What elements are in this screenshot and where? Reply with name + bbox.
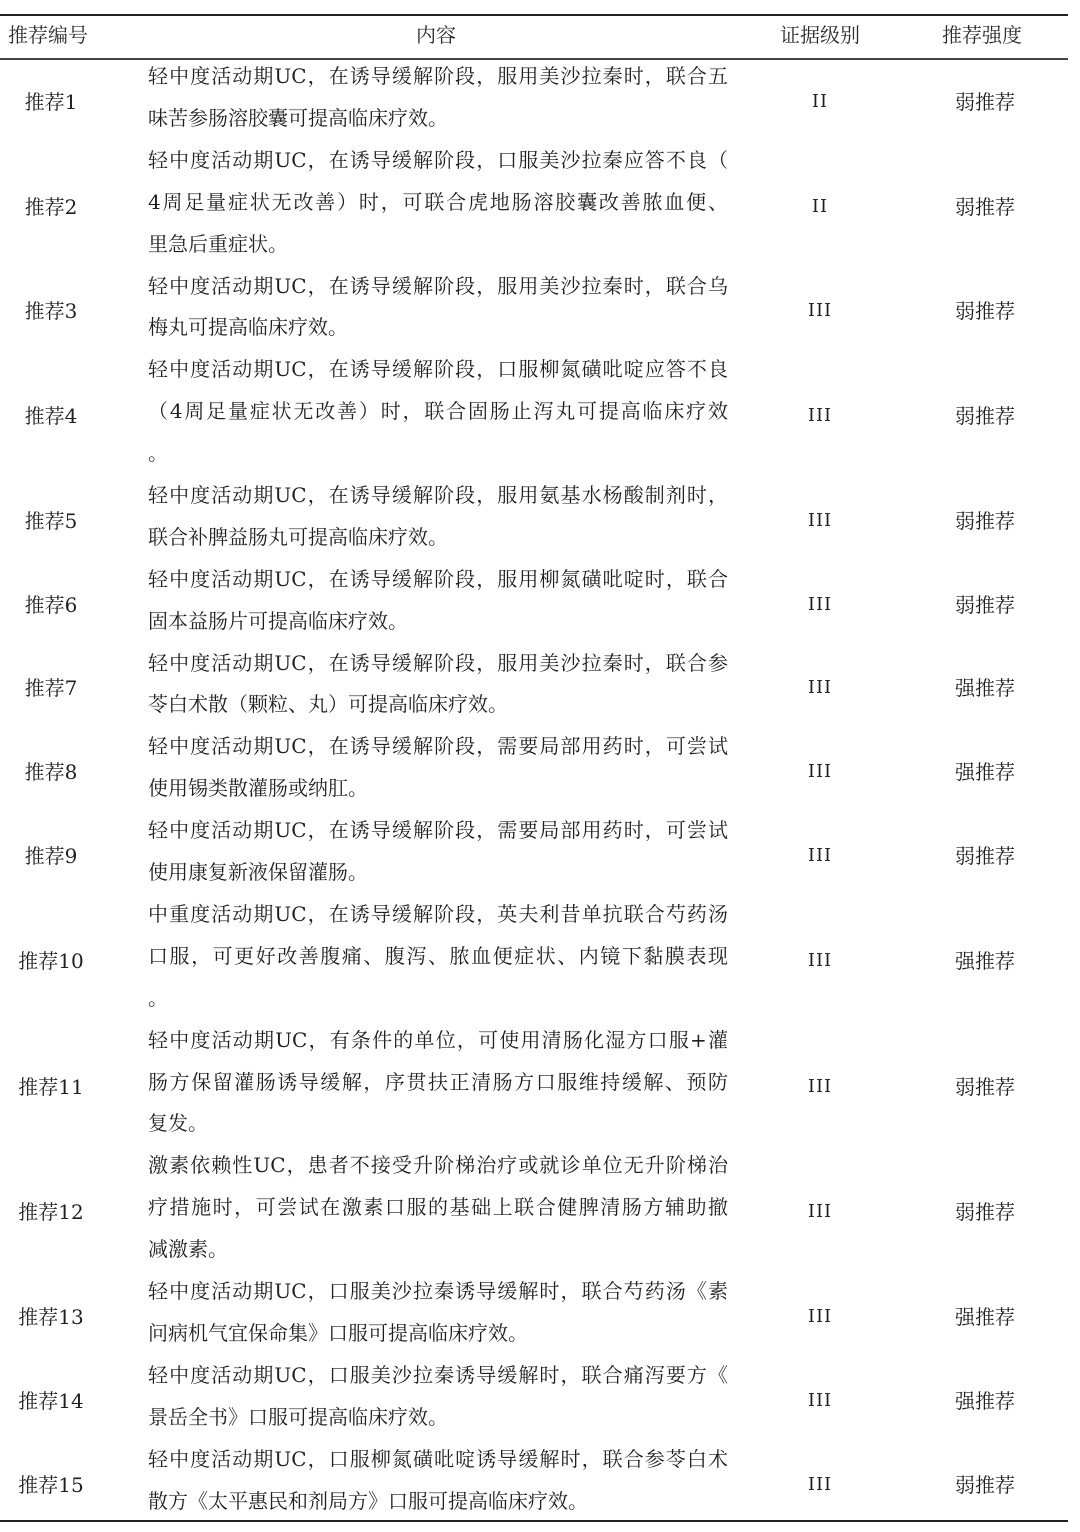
recommendation-strength: 弱推荐: [955, 508, 1015, 533]
evidence-level: III: [807, 405, 833, 427]
recommendation-id: 推荐9: [24, 844, 78, 869]
content-line: 味苦参肠溶胶囊可提高临床疗效。: [148, 105, 448, 130]
evidence-level: III: [807, 1201, 833, 1223]
table-row: [0, 1443, 1080, 1527]
table-row: [0, 270, 1080, 354]
content-line: 里急后重症状。: [148, 231, 288, 256]
recommendation-content: [148, 647, 728, 731]
recommendation-content: [148, 563, 728, 647]
evidence-level: II: [811, 195, 829, 217]
recommendation-id: 推荐3: [24, 299, 78, 324]
content-line: 复发。: [148, 1111, 208, 1136]
recommendation-content: [148, 814, 728, 898]
evidence-level: II: [811, 90, 829, 112]
recommendation-strength: 弱推荐: [955, 89, 1015, 114]
table-row: [0, 353, 1080, 479]
evidence-level: III: [807, 949, 833, 971]
recommendation-content: [148, 730, 728, 814]
recommendation-id: 推荐5: [24, 508, 78, 533]
recommendation-id: 推荐7: [24, 676, 78, 701]
content-line: 口服，可更好改善腹痛、腹泻、脓血便症状、内镜下黏膜表现: [148, 943, 728, 968]
recommendation-id: 推荐14: [18, 1388, 84, 1413]
recommendation-id: 推荐15: [18, 1472, 84, 1497]
content-line: 轻中度活动期UC，口服美沙拉秦诱导缓解时，联合芍药汤《素: [148, 1279, 728, 1304]
recommendation-id: 推荐6: [24, 592, 78, 617]
content-line: 轻中度活动期UC，在诱导缓解阶段，服用美沙拉秦时，联合五: [148, 64, 728, 88]
recommendation-strength: 弱推荐: [955, 194, 1015, 219]
evidence-level: III: [807, 509, 833, 531]
content-line: 轻中度活动期UC，口服美沙拉秦诱导缓解时，联合痛泻要方《: [148, 1362, 728, 1387]
content-line: 梅丸可提高临床疗效。: [148, 315, 348, 340]
recommendation-strength: 弱推荐: [955, 1074, 1015, 1099]
content-line: 轻中度活动期UC，在诱导缓解阶段，口服美沙拉秦应答不良（: [148, 147, 728, 172]
header-content: 内容: [416, 23, 456, 47]
table-row: [0, 1359, 1080, 1443]
content-line: 疗措施时，可尝试在激素口服的基础上联合健脾清肠方辅助撤: [148, 1195, 728, 1220]
content-line: 轻中度活动期UC，在诱导缓解阶段，服用美沙拉秦时，联合参: [148, 650, 728, 675]
header-recommendation-strength: 推荐强度: [942, 23, 1022, 47]
recommendation-id: 推荐10: [18, 948, 84, 973]
table-bottom-rule: [0, 1520, 1068, 1522]
content-line: 中重度活动期UC，在诱导缓解阶段，英夫利昔单抗联合芍药汤: [148, 902, 728, 926]
table-row: [0, 730, 1080, 814]
table-row: [0, 1149, 1080, 1275]
recommendation-content: [148, 1024, 728, 1150]
recommendation-id: 推荐8: [24, 760, 78, 785]
recommendation-content: [148, 60, 728, 144]
content-line: 使用锡类散灌肠或纳肛。: [148, 776, 368, 801]
content-line: 轻中度活动期UC，在诱导缓解阶段，服用氨基水杨酸制剂时，: [148, 483, 728, 507]
content-line: 。: [148, 985, 168, 1010]
recommendation-strength: 弱推荐: [955, 592, 1015, 617]
table-row: [0, 898, 1080, 1024]
recommendation-content: [148, 1149, 728, 1275]
table-row: [0, 479, 1080, 563]
evidence-level: III: [807, 1305, 833, 1327]
recommendation-strength: 强推荐: [955, 948, 1015, 973]
table-row: [0, 1275, 1080, 1359]
evidence-level: III: [807, 1075, 833, 1097]
header-evidence-level: 证据级别: [780, 23, 860, 47]
recommendation-content: [148, 479, 728, 563]
recommendation-id: 推荐12: [18, 1200, 84, 1225]
recommendation-strength: 弱推荐: [955, 404, 1015, 429]
recommendation-id: 推荐13: [18, 1304, 84, 1329]
recommendation-strength: 强推荐: [955, 1388, 1015, 1413]
evidence-level: III: [807, 677, 833, 699]
content-line: 使用康复新液保留灌肠。: [148, 860, 368, 885]
table-row: [0, 814, 1080, 898]
content-line: 问病机气宜保命集》口服可提高临床疗效。: [148, 1320, 528, 1345]
recommendation-content: [148, 1443, 728, 1527]
table-row: [0, 647, 1080, 731]
recommendation-content: [148, 144, 728, 270]
evidence-level: III: [807, 761, 833, 783]
content-line: 轻中度活动期UC，口服柳氮磺吡啶诱导缓解时，联合参苓白术: [148, 1446, 728, 1471]
recommendation-id: 推荐1: [24, 89, 78, 114]
content-line: 轻中度活动期UC，在诱导缓解阶段，需要局部用药时，可尝试: [148, 734, 728, 759]
content-line: 减激素。: [148, 1237, 228, 1262]
content-line: 联合补脾益肠丸可提高临床疗效。: [148, 524, 448, 549]
content-line: 散方《太平惠民和剂局方》口服可提高临床疗效。: [148, 1488, 588, 1513]
header-recommendation-id: 推荐编号: [8, 23, 88, 47]
evidence-level: III: [807, 593, 833, 615]
content-line: 激素依赖性UC，患者不接受升阶梯治疗或就诊单位无升阶梯治: [148, 1153, 728, 1178]
content-line: 4周足量症状无改善）时，可联合虎地肠溶胶囊改善脓血便、: [148, 189, 728, 214]
recommendation-content: [148, 1275, 728, 1359]
recommendation-strength: 强推荐: [955, 676, 1015, 701]
content-line: 轻中度活动期UC，在诱导缓解阶段，口服柳氮磺吡啶应答不良: [148, 357, 728, 382]
table-row: [0, 563, 1080, 647]
content-line: 轻中度活动期UC，在诱导缓解阶段，服用美沙拉秦时，联合乌: [148, 273, 728, 298]
table-row: [0, 144, 1080, 270]
content-line: 轻中度活动期UC，在诱导缓解阶段，服用柳氮磺吡啶时，联合: [148, 566, 728, 591]
recommendation-id: 推荐2: [24, 194, 78, 219]
table-row: [0, 1024, 1080, 1150]
content-line: 固本益肠片可提高临床疗效。: [148, 608, 408, 633]
content-line: 。: [148, 441, 168, 466]
recommendation-strength: 弱推荐: [955, 844, 1015, 869]
table-row: [0, 60, 1080, 144]
recommendation-strength: 强推荐: [955, 1304, 1015, 1329]
recommendation-strength: 弱推荐: [955, 299, 1015, 324]
content-line: 轻中度活动期UC，在诱导缓解阶段，需要局部用药时，可尝试: [148, 818, 728, 843]
recommendation-content: [148, 1359, 728, 1443]
recommendation-strength: 强推荐: [955, 760, 1015, 785]
content-line: 肠方保留灌肠诱导缓解，序贯扶正清肠方口服维持缓解、预防: [148, 1069, 728, 1094]
recommendation-strength: 弱推荐: [955, 1472, 1015, 1497]
evidence-level: III: [807, 1389, 833, 1411]
content-line: 轻中度活动期UC，有条件的单位，可使用清肠化湿方口服+灌: [148, 1027, 728, 1052]
recommendation-content: [148, 353, 728, 479]
recommendation-content: [148, 898, 728, 1024]
recommendation-id: 推荐4: [24, 404, 78, 429]
content-line: 苓白术散（颗粒、丸）可提高临床疗效。: [148, 692, 508, 717]
evidence-level: III: [807, 1473, 833, 1495]
recommendation-content: [148, 270, 728, 354]
content-line: 景岳全书》口服可提高临床疗效。: [148, 1404, 448, 1429]
evidence-level: III: [807, 845, 833, 867]
content-line: （4周足量症状无改善）时，联合固肠止泻丸可提高临床疗效: [148, 399, 728, 424]
recommendation-id: 推荐11: [18, 1074, 84, 1099]
recommendation-strength: 弱推荐: [955, 1200, 1015, 1225]
evidence-level: III: [807, 300, 833, 322]
